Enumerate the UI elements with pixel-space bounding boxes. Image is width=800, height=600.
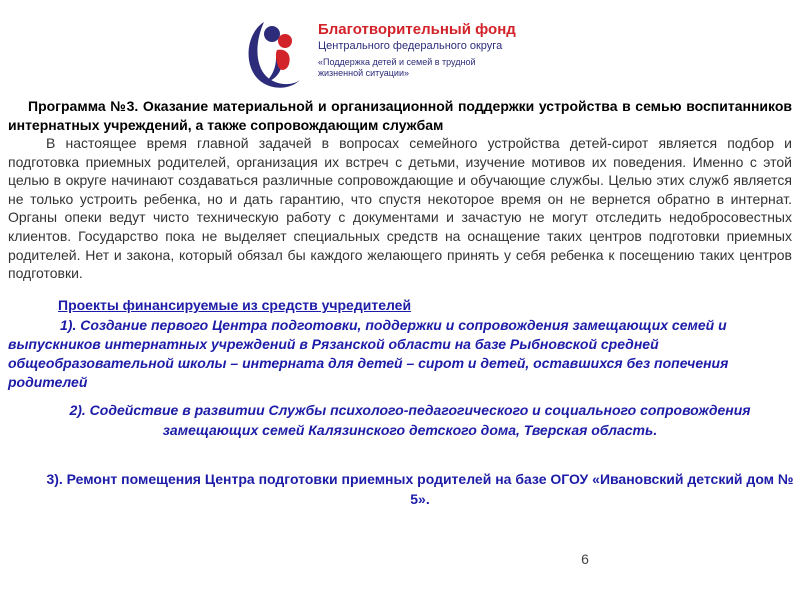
project-item-3: 3). Ремонт помещения Центра подготовки приемных родителей на базе ОГОУ «Ивановский детский дом № 5». xyxy=(46,471,794,507)
org-region: Центрального федерального округа xyxy=(318,40,503,52)
program-title: Программа №3. Оказание материальной и организационной поддержки устройства в семью воспитанников интернатных учреждений, а также сопровождающим службам xyxy=(8,98,792,133)
program-body: В настоящее время главной задачей в вопросах семейного устройства детей-сирот является подбор и подготовка приемных родителей, организация их встреч с детьми, изучение мотивов их поведения. Именно с этой целью в округе начинают создаваться различные сопровождающие и обучающие службы. Целью этих служб является не только устроить ребенка, но и дать гарантию, что спустя некоторое время он не вернется обратно в интернат. Органы опеки ведут чисто техническую работу с документами и зачастую не могут отследить недобросовестных клиентов. Государство пока не выделяет специальных средств на оснащение таких центров подготовки приемных родителей. Нет и закона, который обязал бы каждого желающего принять у себя ребенка к посещению таких центров подготовки. xyxy=(8,135,792,282)
family-logo-icon xyxy=(242,10,302,95)
project-item-2: 2). Содействие в развитии Службы психолого-педагогического и социального сопровождения замещающих семей Калязинского детского дома, Тверская область. xyxy=(69,402,751,438)
project-item-1: 1). Создание первого Центра подготовки, поддержки и сопровождения замещающих семей и выпускников интернатных учреждений в Рязанской области на базе Рыбновской средней общеобразовательной школы – интерната для детей – сирот и детей, оставшихся без попечения родителей xyxy=(8,317,729,390)
org-slogan: «Поддержка детей и семей в трудной жизненной ситуации» xyxy=(318,57,476,78)
org-name: Благотворительный фонд xyxy=(318,21,516,38)
page-number: 6 xyxy=(581,551,589,567)
projects-heading: Проекты финансируемые из средств учредителей xyxy=(58,297,412,313)
